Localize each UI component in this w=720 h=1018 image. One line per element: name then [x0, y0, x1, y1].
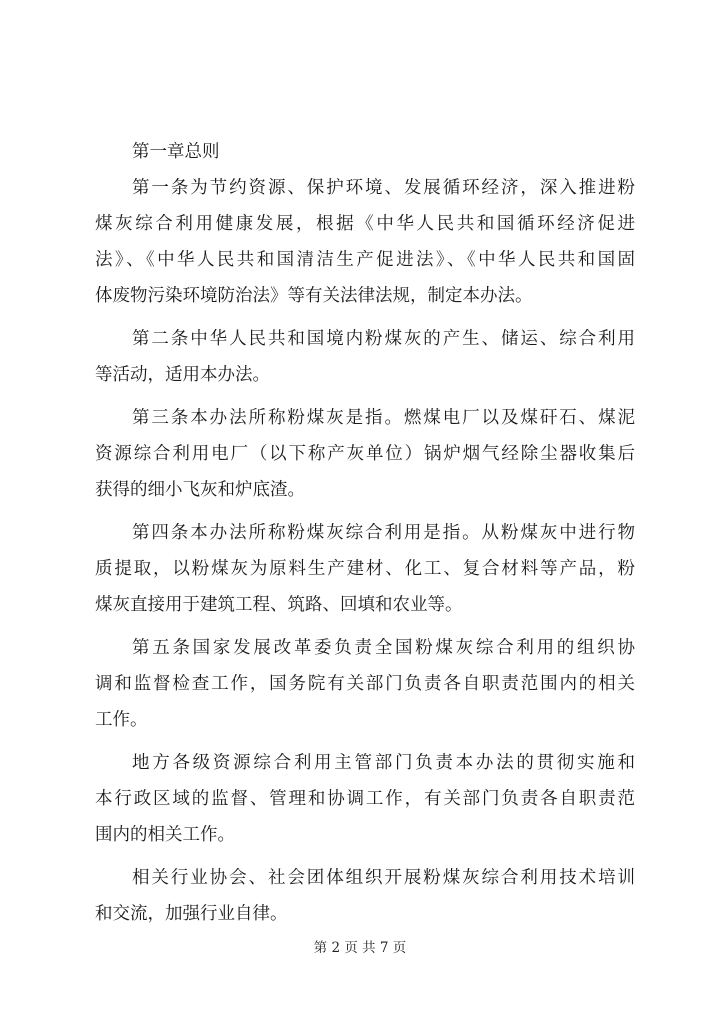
page-number-footer: 第 2 页 共 7 页 [313, 940, 407, 956]
paragraph-local-line-3: 围内的相关工作。 [95, 825, 235, 845]
article-5-line-1: 第五条国家发展改革委负责全国粉煤灰综合利用的组织协 [132, 638, 635, 658]
document-body [95, 134, 635, 932]
article-3-line-2: 资源综合利用电厂（以下称产灰单位）锅炉烟气经除尘器收集后 [95, 444, 635, 464]
chapter-heading: 第一章总则 [132, 142, 220, 162]
article-1-line-3: 法》、《中华人民共和国清洁生产促进法》、《中华人民共和国固 [95, 250, 635, 270]
article-4-line-3: 煤灰直接用于建筑工程、筑路、回填和农业等。 [95, 595, 463, 615]
paragraph-association-line-1: 相关行业协会、社会团体组织开展粉煤灰综合利用技术培训 [132, 868, 635, 888]
article-5-line-2: 调和监督检查工作，国务院有关部门负责各自职责范围内的相关 [95, 674, 635, 694]
article-5-line-3: 工作。 [95, 710, 148, 730]
paragraph-local-line-1: 地方各级资源综合利用主管部门负责本办法的贯彻实施和 [132, 753, 635, 773]
article-2-line-1: 第二条中华人民共和国境内粉煤灰的产生、储运、综合利用 [132, 329, 635, 349]
article-1-line-4: 体废物污染环境防治法》等有关法律法规，制定本办法。 [95, 286, 533, 306]
article-1-line-1: 第一条为节约资源、保护环境、发展循环经济，深入推进粉 [132, 178, 635, 198]
paragraph-association-line-2: 和交流，加强行业自律。 [95, 904, 288, 924]
article-1-line-2: 煤灰综合利用健康发展，根据《中华人民共和国循环经济促进 [95, 214, 635, 234]
paragraph-local-line-2: 本行政区域的监督、管理和协调工作，有关部门负责各自职责范 [95, 789, 635, 809]
article-3-line-1: 第三条本办法所称粉煤灰是指。燃煤电厂以及煤矸石、煤泥 [132, 408, 635, 428]
article-3-line-3: 获得的细小飞灰和炉底渣。 [95, 480, 305, 500]
article-2-line-2: 等活动，适用本办法。 [95, 365, 270, 385]
article-4-line-2: 质提取，以粉煤灰为原料生产建材、化工、复合材料等产品，粉 [95, 559, 635, 579]
article-4-line-1: 第四条本办法所称粉煤灰综合利用是指。从粉煤灰中进行物 [132, 523, 635, 543]
